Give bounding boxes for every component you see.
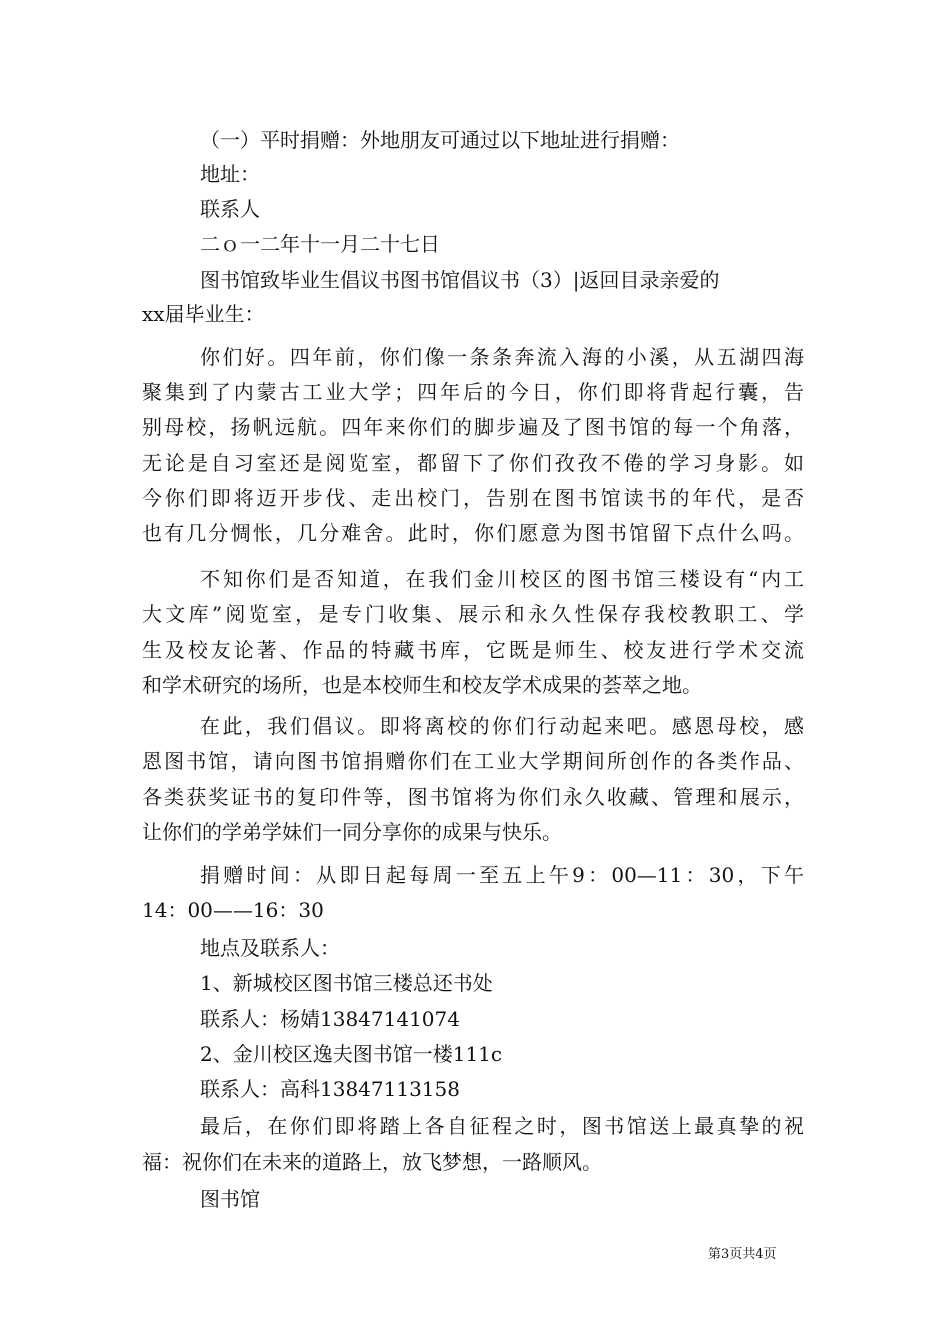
text-line: 联系人：杨婧13847141074 <box>200 1007 460 1031</box>
text-line: 各类获奖证书的复印件等，图书馆将为你们永久收藏、管理和展示， <box>142 785 804 809</box>
text-line: （一）平时捐赠：外地朋友可通过以下地址进行捐赠： <box>200 128 680 152</box>
text-line: 也有几分惆怅，几分难舍。此时，你们愿意为图书馆留下点什么吗。 <box>142 521 804 545</box>
text-line: 二ｏ一二年十一月二十七日 <box>200 232 440 256</box>
text-line: xx届毕业生： <box>142 302 265 326</box>
text-line: 生及校友论著、作品的特藏书库，它既是师生、校友进行学术交流 <box>142 638 804 662</box>
page-number: 第3页共4页 <box>708 1247 777 1262</box>
text-line: 你们好。四年前，你们像一条条奔流入海的小溪，从五湖四海 <box>200 345 804 369</box>
text-line: 联系人：高科13847113158 <box>200 1077 460 1101</box>
text-line: 14：00——16：30 <box>142 898 324 922</box>
text-line: 和学术研究的场所，也是本校师生和校友学术成果的荟萃之地。 <box>142 673 702 697</box>
text-line: 让你们的学弟学妹们一同分享你的成果与快乐。 <box>142 820 562 844</box>
text-line: 在此，我们倡议。即将离校的你们行动起来吧。感恩母校，感 <box>200 714 804 738</box>
text-line: 图书馆致毕业生倡议书图书馆倡议书（3）|返回目录亲爱的 <box>200 268 720 292</box>
text-line: 1、新城校区图书馆三楼总还书处 <box>200 971 493 995</box>
text-line: 2、金川校区逸夫图书馆一楼111c <box>200 1042 503 1066</box>
text-line: 无论是自习室还是阅览室，都留下了你们孜孜不倦的学习身影。如 <box>142 451 804 475</box>
text-line: 地点及联系人： <box>200 936 340 960</box>
text-line: 捐赠时间：从即日起每周一至五上午9：00—11：30，下午 <box>200 863 804 887</box>
text-line: 最后，在你们即将踏上各自征程之时，图书馆送上最真挚的祝 <box>200 1114 804 1138</box>
text-line: 恩图书馆，请向图书馆捐赠你们在工业大学期间所创作的各类作品、 <box>142 749 804 773</box>
text-line: 福：祝你们在未来的道路上，放飞梦想，一路顺风。 <box>142 1150 602 1174</box>
text-line: 聚集到了内蒙古工业大学；四年后的今日，你们即将背起行囊，告 <box>142 380 804 404</box>
text-line: 图书馆 <box>200 1187 260 1211</box>
text-line: 大文库”阅览室，是专门收集、展示和永久性保存我校教职工、学 <box>142 602 804 626</box>
text-line: 不知你们是否知道，在我们金川校区的图书馆三楼设有“内工 <box>200 567 804 591</box>
text-line: 地址： <box>200 162 260 186</box>
text-line: 今你们即将迈开步伐、走出校门，告别在图书馆读书的年代，是否 <box>142 486 804 510</box>
text-line: 联系人 <box>200 197 260 221</box>
text-line: 别母校，扬帆远航。四年来你们的脚步遍及了图书馆的每一个角落， <box>142 415 804 439</box>
